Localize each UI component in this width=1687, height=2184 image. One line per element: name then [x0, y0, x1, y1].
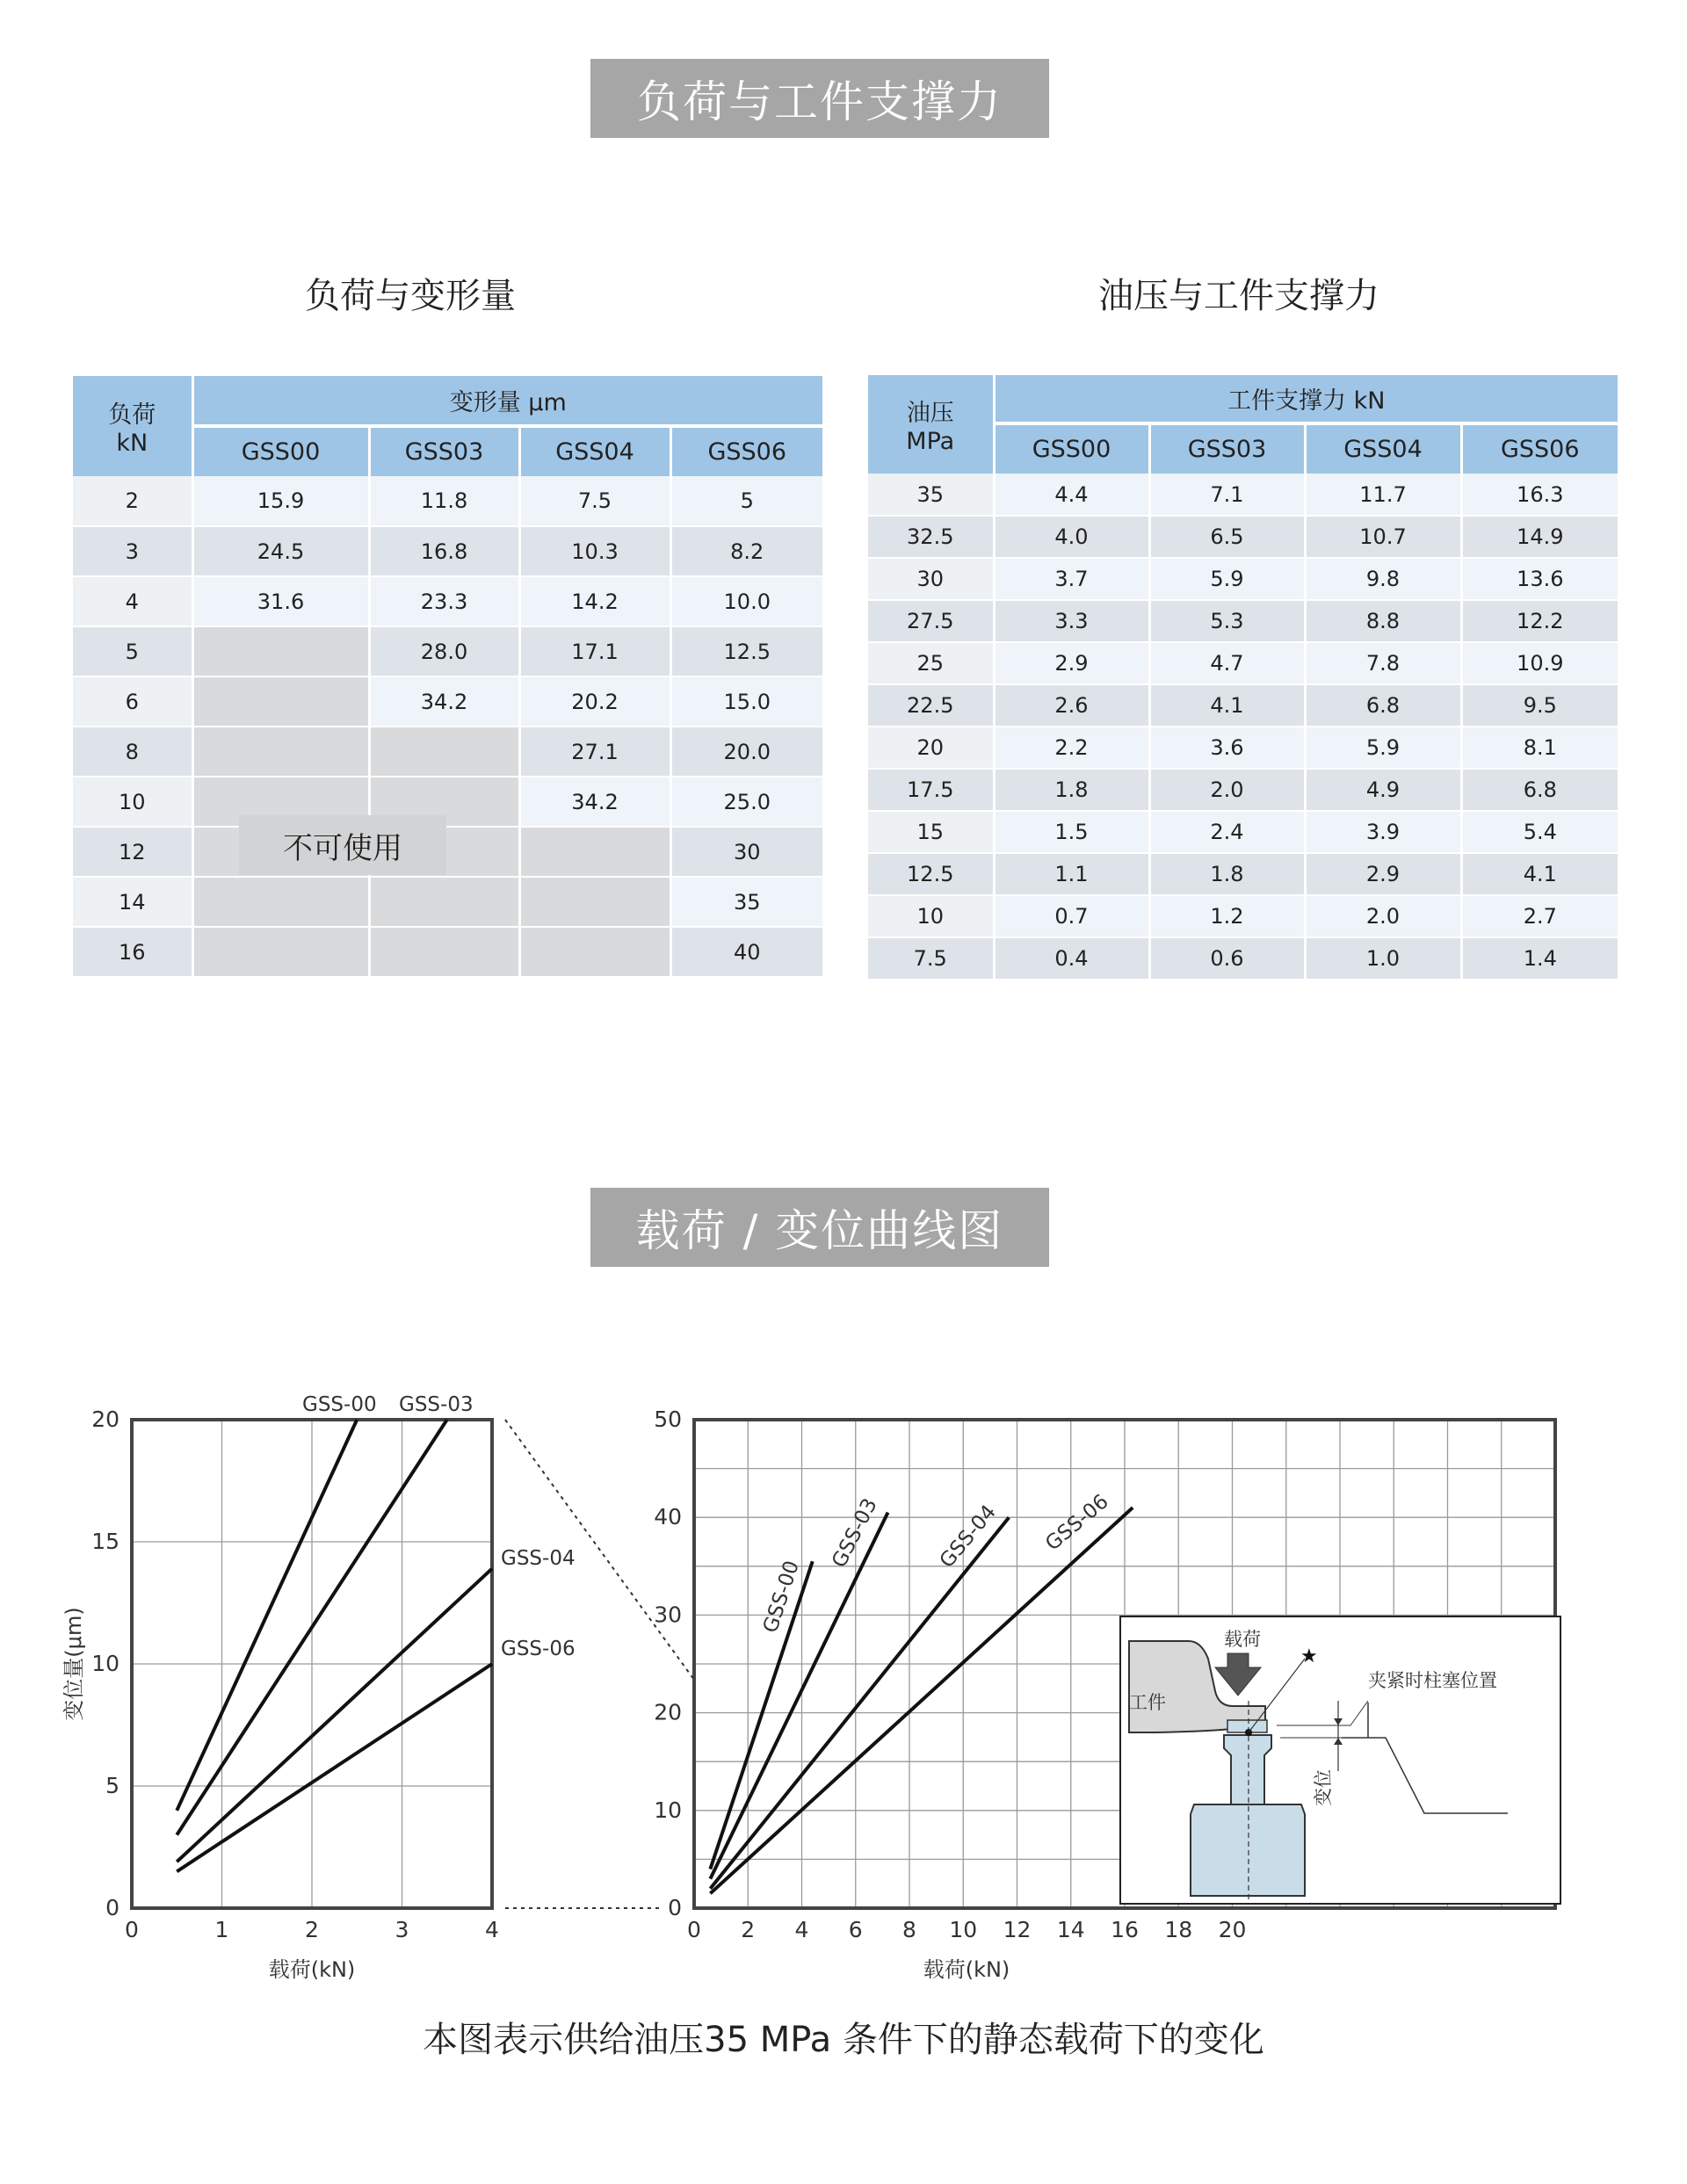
header-deformation: 变形量 μm — [192, 376, 822, 426]
load-value: 10 — [73, 777, 192, 827]
y-tick-label: 40 — [654, 1504, 682, 1530]
not-usable-cell — [519, 877, 670, 927]
not-usable-cell — [192, 626, 369, 676]
deformation-value: 11.8 — [369, 476, 519, 526]
series-label: GSS-00 — [758, 1558, 804, 1636]
y-tick-label: 10 — [654, 1797, 682, 1823]
table-row — [73, 626, 822, 676]
deformation-value: 20.0 — [670, 727, 822, 777]
y-tick-label: 30 — [654, 1602, 682, 1628]
support-force-value: 1.8 — [994, 769, 1149, 811]
pressure-support-title: 油压与工件支撑力 — [1098, 276, 1379, 316]
series-label: GSS-03 — [399, 1393, 474, 1416]
load-deform-title: 负荷与变形量 — [305, 276, 516, 316]
header-pressure-label: 油压 — [906, 400, 954, 427]
deformation-value: 14.2 — [519, 576, 670, 626]
series-label: GSS-04 — [935, 1501, 1001, 1573]
header-model: GSS00 — [192, 426, 369, 476]
x-tick-label: 1 — [214, 1917, 229, 1942]
pressure-value: 27.5 — [868, 600, 994, 642]
deformation-value: 10.0 — [670, 576, 822, 626]
x-tick-label: 6 — [848, 1917, 863, 1942]
series-label: GSS-04 — [501, 1547, 576, 1570]
support-force-value: 7.8 — [1305, 642, 1461, 684]
support-force-value: 2.0 — [1149, 769, 1305, 811]
support-force-value: 4.9 — [1305, 769, 1461, 811]
y-tick-label: 50 — [654, 1407, 682, 1432]
table-row — [73, 576, 822, 626]
load-value: 3 — [73, 526, 192, 576]
header-load — [73, 376, 192, 476]
pressure-value: 10 — [868, 895, 994, 937]
y-tick-label: 5 — [105, 1773, 119, 1798]
not-usable-cell — [192, 927, 369, 977]
x-tick-label: 10 — [949, 1917, 978, 1942]
support-force-value: 2.0 — [1305, 895, 1461, 937]
table-row — [73, 526, 822, 576]
deformation-value: 12.5 — [670, 626, 822, 676]
deformation-value: 34.2 — [519, 777, 670, 827]
not-usable-cell — [519, 927, 670, 977]
table-row — [73, 877, 822, 927]
table-row — [868, 769, 1618, 811]
support-force-value: 5.9 — [1305, 727, 1461, 769]
section-banner-load-support: 负荷与工件支撑力 — [590, 59, 1049, 138]
table-row — [868, 727, 1618, 769]
table-row — [73, 476, 822, 526]
table-row — [868, 642, 1618, 684]
support-force-value: 4.1 — [1461, 853, 1618, 895]
x-axis-label: 载荷(kN) — [923, 1957, 1010, 1982]
deformation-value: 30 — [670, 827, 822, 877]
support-force-value: 0.7 — [994, 895, 1149, 937]
pressure-support-table — [868, 375, 1618, 980]
support-force-value: 2.4 — [1149, 811, 1305, 853]
deformation-value: 16.8 — [369, 526, 519, 576]
x-tick-label: 8 — [902, 1917, 916, 1942]
load-displacement-charts — [0, 1370, 1687, 2003]
support-force-value: 9.8 — [1305, 558, 1461, 600]
support-force-value: 2.9 — [1305, 853, 1461, 895]
support-force-value: 10.9 — [1461, 642, 1618, 684]
not-usable-cell — [519, 827, 670, 877]
table-row — [73, 676, 822, 727]
x-tick-label: 3 — [395, 1917, 409, 1942]
table-row — [73, 777, 822, 827]
y-tick-label: 10 — [91, 1651, 119, 1676]
section-banner-load-displacement: 载荷 / 变位曲线图 — [590, 1188, 1049, 1267]
table-row — [868, 558, 1618, 600]
load-value: 12 — [73, 827, 192, 877]
support-force-value: 4.7 — [1149, 642, 1305, 684]
deformation-value: 40 — [670, 927, 822, 977]
pressure-value: 20 — [868, 727, 994, 769]
deformation-value: 5 — [670, 476, 822, 526]
load-value: 2 — [73, 476, 192, 526]
pressure-value: 17.5 — [868, 769, 994, 811]
x-axis-label: 载荷(kN) — [268, 1957, 356, 1982]
support-force-value: 5.9 — [1149, 558, 1305, 600]
load-value: 4 — [73, 576, 192, 626]
support-force-value: 8.8 — [1305, 600, 1461, 642]
star-icon: ★ — [1300, 1645, 1318, 1667]
pressure-value: 12.5 — [868, 853, 994, 895]
pressure-value: 35 — [868, 474, 994, 516]
header-load-unit: kN — [116, 430, 148, 457]
not-usable-cell — [369, 877, 519, 927]
deformation-value: 15.9 — [192, 476, 369, 526]
table-row — [868, 600, 1618, 642]
plunger-inset-diagram — [1120, 1616, 1560, 1904]
chart-footnote: 本图表示供给油压35 MPa 条件下的静态载荷下的变化 — [423, 2020, 1264, 2060]
table-row — [73, 827, 822, 877]
deformation-value: 20.2 — [519, 676, 670, 727]
support-force-value: 12.2 — [1461, 600, 1618, 642]
deformation-value: 23.3 — [369, 576, 519, 626]
y-tick-label: 0 — [105, 1895, 119, 1920]
not-usable-cell — [369, 727, 519, 777]
x-tick-label: 0 — [125, 1917, 139, 1942]
support-force-value: 1.8 — [1149, 853, 1305, 895]
deformation-value: 7.5 — [519, 476, 670, 526]
inset-work-label: 工件 — [1129, 1692, 1166, 1713]
support-force-value: 3.7 — [994, 558, 1149, 600]
chart-small-range — [62, 1393, 576, 1982]
load-value: 8 — [73, 727, 192, 777]
support-force-value: 10.7 — [1305, 516, 1461, 558]
not-usable-label: 不可使用 — [239, 815, 446, 875]
x-tick-label: 16 — [1111, 1917, 1139, 1942]
support-force-value: 4.1 — [1149, 684, 1305, 727]
deformation-value: 28.0 — [369, 626, 519, 676]
x-tick-label: 4 — [794, 1917, 809, 1942]
support-force-value: 0.4 — [994, 937, 1149, 980]
support-force-value: 1.2 — [1149, 895, 1305, 937]
support-force-value: 3.9 — [1305, 811, 1461, 853]
x-tick-label: 18 — [1164, 1917, 1193, 1942]
support-force-value: 0.6 — [1149, 937, 1305, 980]
not-usable-cell — [369, 927, 519, 977]
deformation-value: 34.2 — [369, 676, 519, 727]
load-value: 16 — [73, 927, 192, 977]
support-force-value: 9.5 — [1461, 684, 1618, 727]
table-row — [73, 727, 822, 777]
support-force-value: 1.1 — [994, 853, 1149, 895]
y-axis-label: 变位量(μm) — [62, 1607, 86, 1721]
y-tick-label: 20 — [654, 1699, 682, 1725]
support-force-value: 3.3 — [994, 600, 1149, 642]
deformation-value: 25.0 — [670, 777, 822, 827]
deformation-value: 27.1 — [519, 727, 670, 777]
pressure-value: 15 — [868, 811, 994, 853]
header-model: GSS06 — [670, 426, 822, 476]
series-label: GSS-03 — [828, 1494, 882, 1572]
series-line — [177, 1664, 492, 1871]
support-force-value: 14.9 — [1461, 516, 1618, 558]
series-label: GSS-06 — [501, 1638, 576, 1660]
header-model: GSS04 — [1305, 423, 1461, 474]
support-force-value: 5.3 — [1149, 600, 1305, 642]
deformation-value: 24.5 — [192, 526, 369, 576]
load-value: 5 — [73, 626, 192, 676]
x-tick-label: 20 — [1218, 1917, 1247, 1942]
header-load-label: 负荷 — [108, 401, 156, 429]
series-line — [177, 1569, 492, 1862]
table-row — [868, 853, 1618, 895]
deformation-value: 17.1 — [519, 626, 670, 676]
table-row — [868, 516, 1618, 558]
support-force-value: 16.3 — [1461, 474, 1618, 516]
header-model: GSS04 — [519, 426, 670, 476]
header-pressure-unit: MPa — [906, 428, 955, 455]
not-usable-cell — [192, 727, 369, 777]
table-row — [868, 937, 1618, 980]
pressure-value: 30 — [868, 558, 994, 600]
pressure-value: 22.5 — [868, 684, 994, 727]
deformation-value: 35 — [670, 877, 822, 927]
support-force-value: 2.7 — [1461, 895, 1618, 937]
not-usable-cell — [192, 676, 369, 727]
pressure-value: 7.5 — [868, 937, 994, 980]
table-row — [868, 895, 1618, 937]
support-force-value: 4.0 — [994, 516, 1149, 558]
support-force-value: 6.8 — [1305, 684, 1461, 727]
inset-disp-label: 变位 — [1313, 1769, 1334, 1806]
y-tick-label: 0 — [668, 1895, 682, 1920]
support-force-value: 2.6 — [994, 684, 1149, 727]
support-force-value: 1.4 — [1461, 937, 1618, 980]
deformation-value: 10.3 — [519, 526, 670, 576]
header-model: GSS03 — [369, 426, 519, 476]
support-force-value: 6.8 — [1461, 769, 1618, 811]
support-force-value: 2.9 — [994, 642, 1149, 684]
support-force-value: 5.4 — [1461, 811, 1618, 853]
x-tick-label: 12 — [1003, 1917, 1032, 1942]
x-tick-label: 2 — [305, 1917, 319, 1942]
deformation-value: 31.6 — [192, 576, 369, 626]
header-model: GSS00 — [994, 423, 1149, 474]
series-line — [177, 1420, 357, 1811]
deformation-value: 15.0 — [670, 676, 822, 727]
support-force-value: 1.5 — [994, 811, 1149, 853]
deformation-value: 8.2 — [670, 526, 822, 576]
support-force-value: 1.0 — [1305, 937, 1461, 980]
support-force-value: 6.5 — [1149, 516, 1305, 558]
table-row — [868, 811, 1618, 853]
not-usable-cell — [192, 877, 369, 927]
pressure-value: 32.5 — [868, 516, 994, 558]
x-tick-label: 0 — [687, 1917, 701, 1942]
support-force-value: 3.6 — [1149, 727, 1305, 769]
table-row — [868, 474, 1618, 516]
y-tick-label: 20 — [91, 1407, 119, 1432]
support-force-value: 7.1 — [1149, 474, 1305, 516]
header-support-force: 工件支撑力 kN — [994, 375, 1618, 423]
x-tick-label: 2 — [741, 1917, 756, 1942]
header-model: GSS03 — [1149, 423, 1305, 474]
support-force-value: 13.6 — [1461, 558, 1618, 600]
support-force-value: 8.1 — [1461, 727, 1618, 769]
x-tick-label: 14 — [1056, 1917, 1085, 1942]
support-force-value: 2.2 — [994, 727, 1149, 769]
support-force-value: 4.4 — [994, 474, 1149, 516]
header-model: GSS06 — [1461, 423, 1618, 474]
series-label: GSS-00 — [302, 1393, 377, 1416]
plunger-rod — [1224, 1735, 1271, 1804]
series-line — [710, 1508, 1133, 1893]
x-tick-label: 4 — [485, 1917, 499, 1942]
load-deform-table — [73, 376, 822, 978]
inset-clamp-label: 夹紧时柱塞位置 — [1368, 1670, 1497, 1691]
series-label: GSS-06 — [1041, 1490, 1113, 1556]
plunger-body — [1191, 1804, 1305, 1896]
y-tick-label: 15 — [91, 1529, 119, 1554]
load-value: 14 — [73, 877, 192, 927]
header-pressure — [868, 375, 994, 474]
load-value: 6 — [73, 676, 192, 727]
pressure-value: 25 — [868, 642, 994, 684]
table-row — [868, 684, 1618, 727]
support-force-value: 11.7 — [1305, 474, 1461, 516]
table-row — [73, 927, 822, 977]
inset-load-label: 载荷 — [1224, 1629, 1261, 1650]
